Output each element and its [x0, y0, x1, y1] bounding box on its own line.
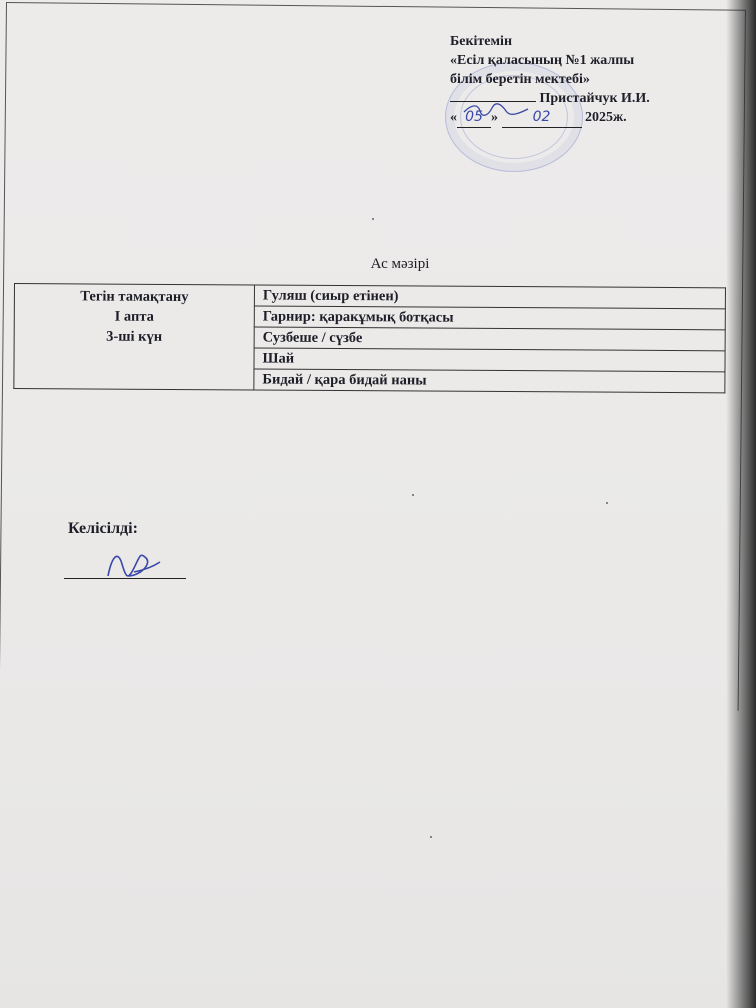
table-row [14, 284, 725, 309]
approval-heading: Бекітемін [450, 34, 513, 49]
meal-type: Тегін тамақтану [80, 288, 189, 306]
meal-info-cell [14, 284, 255, 390]
date-month-line [502, 108, 582, 128]
week-label: I апта [114, 308, 154, 325]
approval-school-line1: «Есіл қаласының №1 жалпы [450, 53, 635, 68]
approval-school-line2: білім беретін мектебі» [450, 72, 590, 87]
speck [606, 502, 608, 504]
speck [412, 494, 414, 496]
approval-date-line [450, 108, 710, 128]
day-label: 3-ші күн [106, 328, 163, 345]
approval-block [450, 32, 710, 128]
agreed-signature [104, 546, 164, 586]
menu-table [13, 283, 726, 393]
director-signature-line [450, 101, 536, 102]
agreed-label: Келісілді: [68, 520, 138, 537]
date-day: 05 [465, 109, 483, 125]
menu-item: Сузбеше / сүзбе [254, 327, 725, 351]
director-name: Пристайчук И.И. [539, 91, 650, 106]
speck [372, 218, 374, 220]
menu-item: Бидай / қара бидай наны [254, 369, 725, 393]
date-year: 2025ж. [585, 110, 627, 125]
menu-item: Гарнир: қаракұмық ботқасы [254, 306, 725, 330]
date-open-quote: « [450, 110, 457, 125]
date-month: 02 [532, 109, 551, 125]
date-day-line [457, 108, 491, 128]
background-edge [726, 0, 756, 1008]
date-close-quote: » [491, 110, 498, 125]
speck [430, 836, 432, 838]
menu-item: Шай [254, 348, 725, 372]
menu-title: Ас мәзірі [370, 256, 430, 272]
approval-director-line [450, 89, 710, 108]
menu-item: Гуляш (сиыр етінен) [254, 285, 725, 309]
